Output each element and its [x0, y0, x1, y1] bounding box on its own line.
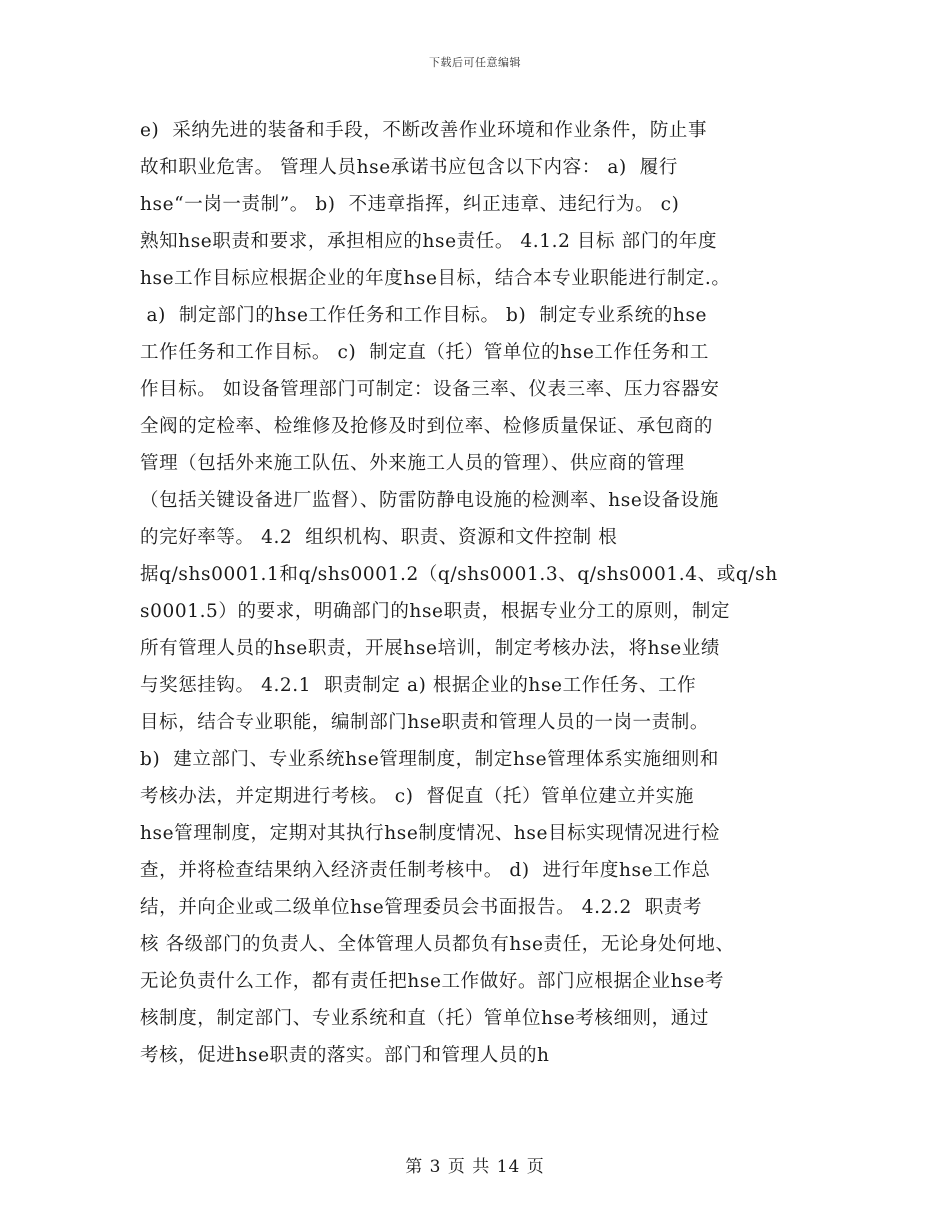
text-line: 结，并向企业或二级单位hse管理委员会书面报告。 4.2.2 职责考 — [140, 897, 703, 918]
text-line: 工作任务和工作目标。 c) 制定直（托）管单位的hse工作任务和工 — [140, 342, 709, 363]
text-line: 查，并将检查结果纳入经济责任制考核中。 d) 进行年度hse工作总 — [140, 860, 711, 881]
text-line: （包括关键设备进厂监督）、防雷防静电设施的检测率、hse设备设施 — [140, 490, 719, 511]
text-line: 所有管理人员的hse职责，开展hse培训，制定考核办法，将hse业绩 — [140, 638, 720, 659]
text-line: 作目标。 如设备管理部门可制定：设备三率、仪表三率、压力容器安 — [140, 379, 720, 400]
text-line: e) 采纳先进的装备和手段，不断改善作业环境和作业条件，防止事 — [140, 120, 708, 141]
text-line: 目标，结合专业职能，编制部门hse职责和管理人员的一岗一责制。 — [140, 712, 709, 733]
text-line: 熟知hse职责和要求，承担相应的hse责任。 4.1.2 目标 部门的年度 — [140, 231, 718, 252]
text-line: hse工作目标应根据企业的年度hse目标，结合本专业职能进行制定.。 — [140, 268, 731, 289]
text-line: 无论负责什么工作，都有责任把hse工作做好。部门应根据企业hse考 — [140, 971, 725, 992]
text-line: 全阀的定检率、检维修及抢修及时到位率、检修质量保证、承包商的 — [140, 416, 714, 437]
text-line: hse管理制度，定期对其执行hse制度情况、hse目标实现情况进行检 — [140, 823, 720, 844]
text-line: 的完好率等。 4.2 组织机构、职责、资源和文件控制 根 — [140, 527, 618, 548]
page-number-footer: 第 3 页 共 14 页 — [405, 1157, 545, 1177]
text-line: hse“一岗一责制”。 b) 不违章指挥，纠正违章、违纪行为。 c) — [140, 194, 680, 215]
text-line: 与奖惩挂钩。 4.2.1 职责制定 a) 根据企业的hse工作任务、工作 — [140, 675, 697, 696]
text-line: 考核办法，并定期进行考核。 c) 督促直（托）管单位建立并实施 — [140, 786, 694, 807]
text-line: 核制度，制定部门、专业系统和直（托）管单位hse考核细则，通过 — [140, 1008, 709, 1029]
text-line: 核 各级部门的负责人、全体管理人员都负有hse责任，无论身处何地、 — [140, 934, 735, 955]
text-line: a) 制定部门的hse工作任务和工作目标。 b) 制定专业系统的hse — [140, 305, 708, 326]
text-line: s0001.5）的要求，明确部门的hse职责，根据专业分工的原则，制定 — [140, 601, 731, 622]
document-body — [140, 112, 820, 1074]
text-line: 故和职业危害。 管理人员hse承诺书应包含以下内容： a) 履行 — [140, 157, 678, 178]
text-line: b) 建立部门、专业系统hse管理制度，制定hse管理体系实施细则和 — [140, 749, 720, 770]
text-line: 管理（包括外来施工队伍、外来施工人员的管理）、供应商的管理 — [140, 453, 685, 474]
text-line: 考核，促进hse职责的落实。部门和管理人员的h — [140, 1045, 550, 1066]
page-header: 下载后可任意编辑 — [429, 56, 521, 69]
text-line: 据q/shs0001.1和q/shs0001.2（q/shs0001.3、q/shs0001.4、或q/sh — [140, 564, 778, 585]
